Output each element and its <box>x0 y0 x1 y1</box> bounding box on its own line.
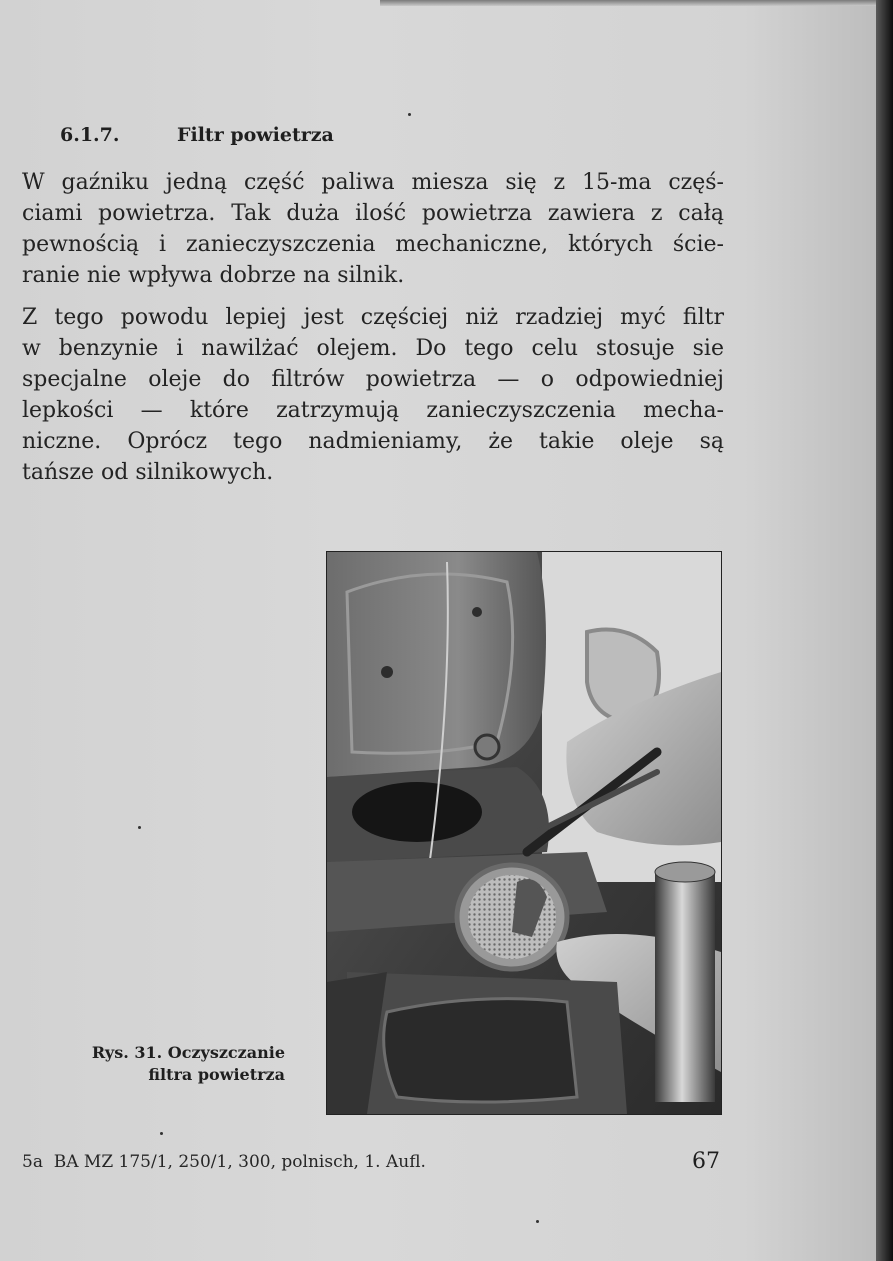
page-binding-edge <box>876 0 893 1261</box>
figure-photo-air-filter-cleaning <box>326 551 722 1115</box>
paragraph-line: ranie nie wpływa dobrze na silnik. <box>22 263 405 288</box>
paragraph-line: W gaźniku jedną część paliwa miesza się z 15-ma częś- <box>22 170 724 195</box>
caption-line-1: Rys. 31. Oczyszczanie <box>91 1043 285 1062</box>
paragraph-line: ciami powietrza. Tak duża ilość powietrza zawiera z całą <box>22 201 724 226</box>
caption-line-2: filtra powietrza <box>148 1065 285 1084</box>
print-speck <box>408 113 411 116</box>
print-speck <box>138 826 141 829</box>
paragraph-line: specjalne oleje do filtrów powietrza — o odpowiedniej <box>22 367 724 392</box>
print-speck <box>160 1132 163 1135</box>
section-heading <box>60 124 334 146</box>
paragraph-1 <box>22 167 724 291</box>
paragraph-2 <box>22 302 724 488</box>
page-number: 67 <box>692 1149 720 1174</box>
paragraph-line: niczne. Oprócz tego nadmieniamy, że takie oleje są <box>22 429 724 454</box>
section-title: Filtr powietrza <box>177 124 334 146</box>
paragraph-line: lepkości — które zatrzymują zanieczyszczenia mecha- <box>22 398 724 423</box>
page-top-edge <box>380 0 876 6</box>
page-footer: 5a BA MZ 175/1, 250/1, 300, polnisch, 1. Aufl. <box>22 1152 426 1172</box>
figure-caption <box>40 1042 285 1086</box>
paragraph-line: Z tego powodu lepiej jest częściej niż rzadziej myć filtr <box>22 305 724 330</box>
paragraph-line: pewnością i zanieczyszczenia mechaniczne, których ście- <box>22 232 724 257</box>
section-number: 6.1.7. <box>60 124 120 146</box>
paragraph-line: tańsze od silnikowych. <box>22 460 274 485</box>
paragraph-line: w benzynie i nawilżać olejem. Do tego celu stosuje sie <box>22 336 724 361</box>
print-speck <box>536 1220 539 1223</box>
